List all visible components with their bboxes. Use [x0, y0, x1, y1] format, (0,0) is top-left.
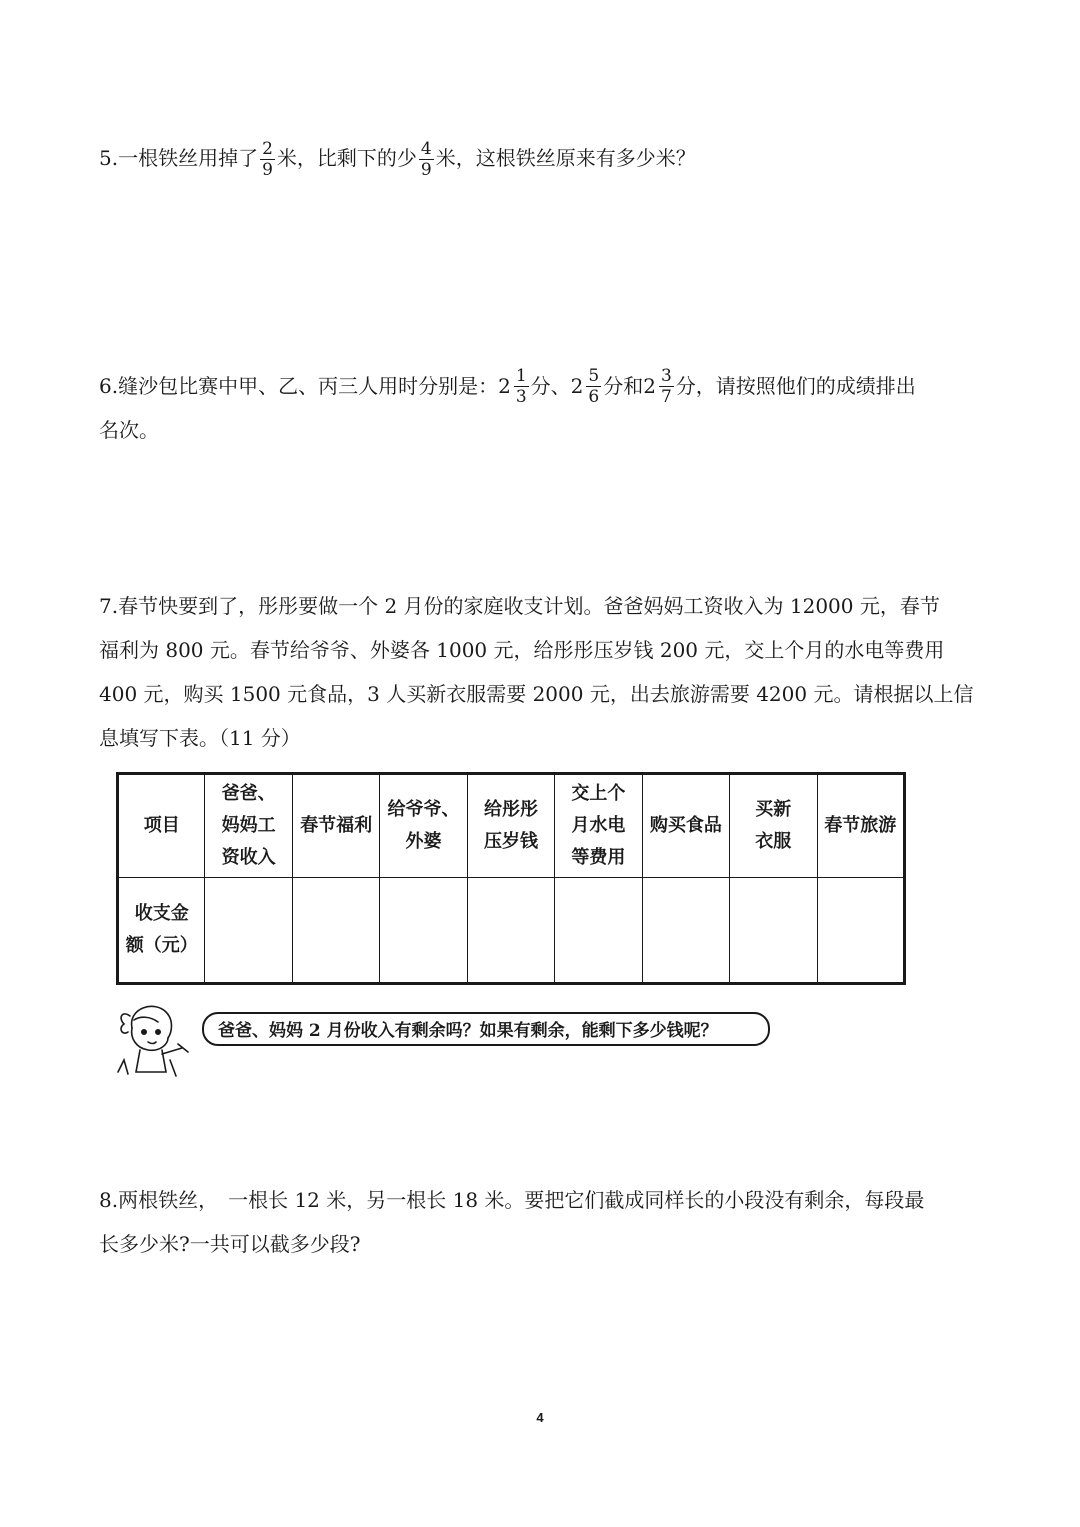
- q6-sep1: 分、: [530, 374, 571, 398]
- blank-answer-cell[interactable]: [730, 878, 817, 984]
- table-header-row: [118, 774, 905, 878]
- blank-answer-cell[interactable]: [555, 878, 642, 984]
- cell-text: 项目: [143, 815, 180, 836]
- speech-bubble: 爸爸、妈妈 2 月份收入有剩余吗？如果有剩余，能剩下多少钱呢？: [202, 1012, 770, 1046]
- q6-suffix: 分，请按照他们的成绩排出: [675, 374, 916, 398]
- fraction-numerator: 1: [515, 365, 527, 386]
- q5-middle: 米，比剩下的少: [276, 146, 417, 170]
- cell-text: 交上个 月水电 等费用: [571, 783, 626, 868]
- column-header: [380, 774, 467, 878]
- fraction-4-9: [419, 139, 434, 180]
- blank-answer-cell[interactable]: [817, 878, 905, 984]
- q7-line: 息填写下表。（11 分）: [99, 726, 301, 750]
- q8-line1: 8.两根铁丝， 一根长 12 米，另一根长 18 米。要把它们截成同样长的小段没有剩余，每段最: [99, 1188, 925, 1212]
- cell-text: 春节福利: [300, 815, 373, 836]
- q7-line: 7.春节快要到了，彤彤要做一个 2 月份的家庭收支计划。爸爸妈妈工资收入为 12000 元，春节: [99, 594, 940, 618]
- hint-callout: [110, 998, 790, 1088]
- cartoon-girl-icon: [110, 998, 200, 1082]
- fraction-numerator: 3: [660, 365, 672, 386]
- cell-text: 收支金 额（元）: [125, 903, 198, 956]
- q6-line2: 名次。: [99, 418, 159, 442]
- column-header: [642, 774, 729, 878]
- blank-answer-cell[interactable]: [467, 878, 554, 984]
- column-header: [292, 774, 379, 878]
- blank-answer-cell[interactable]: [292, 878, 379, 984]
- cell-text: 春节旅游: [824, 815, 897, 836]
- fraction-numerator: 5: [588, 365, 600, 386]
- column-header: [555, 774, 642, 878]
- mixed-whole: 2: [498, 374, 511, 398]
- row-label-item: [118, 774, 205, 878]
- question-8: [99, 1178, 924, 1266]
- fraction-2-9: [260, 139, 275, 180]
- cell-text: 购买食品: [649, 815, 722, 836]
- q7-line: 福利为 800 元。春节给爷爷、外婆各 1000 元，给彤彤压岁钱 200 元，交上个月的水电等费用: [99, 638, 945, 662]
- cell-text: 给爷爷、 外婆: [387, 799, 460, 852]
- mixed-number-2: [571, 364, 604, 408]
- page-number: 4: [536, 1410, 544, 1425]
- question-7: [99, 584, 973, 760]
- cell-text: 爸爸、 妈妈工 资收入: [221, 783, 276, 868]
- blank-answer-cell[interactable]: [205, 878, 292, 984]
- cell-text: 买新 衣服: [755, 799, 792, 852]
- fraction-denominator: 9: [420, 160, 432, 180]
- q5-prefix: 5.一根铁丝用掉了: [99, 146, 259, 170]
- blank-answer-cell[interactable]: [380, 878, 467, 984]
- mixed-whole: 2: [643, 374, 656, 398]
- budget-table: [116, 772, 906, 985]
- fraction-numerator: 2: [262, 139, 273, 159]
- q5-suffix: 米，这根铁丝原来有多少米？: [435, 146, 696, 170]
- cell-text: 给彤彤 压岁钱: [483, 799, 538, 852]
- fraction-denominator: 7: [660, 386, 672, 407]
- fraction-denominator: 3: [515, 386, 527, 407]
- fraction-numerator: 4: [420, 139, 432, 159]
- table-amount-row: [118, 878, 905, 984]
- fraction-denominator: 6: [588, 386, 600, 407]
- mixed-whole: 2: [570, 374, 584, 398]
- fraction-denominator: 9: [262, 160, 273, 180]
- blank-answer-cell[interactable]: [642, 878, 729, 984]
- mixed-number-3: [643, 364, 676, 408]
- column-header: [467, 774, 554, 878]
- column-header: [817, 774, 905, 878]
- column-header: [205, 774, 292, 878]
- q6-prefix: 6.缝沙包比赛中甲、乙、丙三人用时分别是：: [99, 374, 499, 398]
- column-header: [730, 774, 817, 878]
- question-6: [99, 364, 916, 452]
- q6-line1: [99, 364, 916, 408]
- mixed-number-1: [498, 364, 531, 408]
- q6-sep2: 分和: [603, 374, 644, 398]
- q7-line: 400 元，购买 1500 元食品，3 人买新衣服需要 2000 元，出去旅游需要 4200 元。请根据以上信: [99, 682, 974, 706]
- q8-line2: 长多少米?一共可以截多少段?: [99, 1232, 361, 1256]
- row-label-amount: [118, 878, 205, 984]
- question-5: [99, 136, 696, 180]
